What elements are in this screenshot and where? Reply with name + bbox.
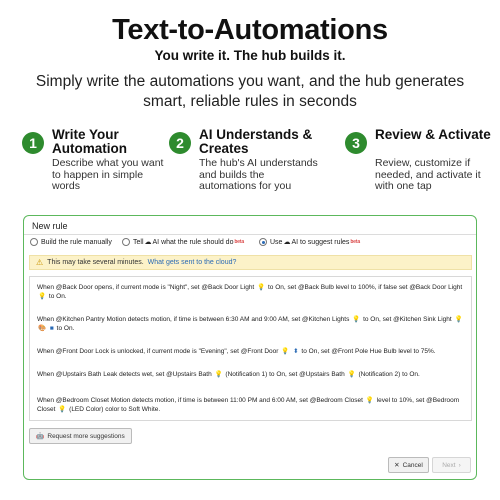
blue-square-icon: ■: [49, 325, 54, 332]
step-title: Write Your Automation: [52, 127, 127, 156]
bulb-icon: 💡: [352, 316, 361, 323]
beta-badge: beta: [350, 239, 361, 245]
chevron-right-icon: ›: [458, 461, 461, 469]
rule-text: (Notification 2) to On.: [358, 371, 420, 378]
rule-text: to On, set @Back Bulb level to 100%, if false set @Back Door Light: [267, 284, 463, 291]
list-item[interactable]: [37, 396, 467, 414]
option-label: Use: [270, 238, 283, 246]
rule-text: (Notification 1) to On, set @Upstairs Bath: [225, 371, 345, 378]
close-icon: ✕: [394, 462, 400, 469]
bulb-icon: 💡: [257, 284, 266, 291]
cancel-button[interactable]: [388, 457, 429, 473]
option-tell-ai[interactable]: [122, 238, 244, 246]
list-item[interactable]: [37, 283, 467, 301]
option-label: AI what the rule should do: [152, 238, 234, 246]
rule-text: When @Upstairs Bath Leak detects wet, set @Upstairs Bath: [37, 371, 212, 378]
rule-text: level to 10%, set @Bedroom Closet: [37, 397, 460, 413]
cloud-info-link[interactable]: What gets sent to the cloud?: [147, 259, 237, 266]
radio-button[interactable]: [122, 238, 130, 246]
bulb-icon: 💡: [347, 371, 356, 378]
step-description: The hub's AI understands and builds the automations for you: [199, 157, 318, 192]
cloud-icon: ☁: [283, 239, 291, 246]
radio-button-selected[interactable]: [259, 238, 267, 246]
robot-icon: 🤖: [36, 433, 45, 440]
dialog-divider: [24, 234, 476, 235]
radio-button[interactable]: [30, 238, 38, 246]
next-button[interactable]: [432, 457, 471, 473]
list-item[interactable]: [37, 370, 467, 379]
rule-text: to On, set @Front Pole Hue Bulb level to 75%.: [301, 348, 436, 355]
new-rule-dialog: [23, 215, 477, 480]
suggested-rules-list: [29, 276, 472, 421]
request-suggestions-button[interactable]: [29, 428, 132, 444]
rule-text: to On, set @Kitchen Sink Light: [363, 316, 452, 323]
step-number-badge: 1: [22, 132, 44, 154]
bulb-icon: 💡: [214, 371, 223, 378]
page-title: Text-to-Automations: [112, 14, 388, 46]
page-description: Simply write the automations you want, and the hub generates smart, reliable rules in seconds: [35, 73, 465, 110]
rule-text: When @Front Door Lock is unlocked, if current mode is "Evening", set @Front Door: [37, 348, 279, 355]
step-description: Review, customize if needed, and activate it with one tap: [375, 157, 481, 192]
button-label: Cancel: [402, 461, 423, 469]
list-item[interactable]: [37, 315, 467, 333]
bulb-icon: 💡: [365, 397, 374, 404]
step-title: AI Understands & Creates: [199, 127, 313, 156]
step-description: Describe what you want to happen in simple words: [52, 157, 164, 192]
rule-text: When @Back Door opens, if current mode is "Night", set @Back Door Light: [37, 284, 255, 291]
rule-text: (LED Color) color to Soft White.: [69, 406, 161, 413]
warning-text: This may take several minutes.: [47, 259, 144, 266]
bulb-icon: 💡: [454, 316, 463, 323]
rule-text: When @Bedroom Closet Motion detects motion, if time is between 11:00 PM and 6:00 AM, set @Bedroom Closet: [37, 397, 363, 404]
dialog-title: New rule: [32, 221, 68, 231]
step-title: Review & Activate: [375, 127, 491, 142]
step-number-badge: 3: [345, 132, 367, 154]
option-label: AI to suggest rules: [291, 238, 350, 246]
cloud-icon: ☁: [144, 239, 152, 246]
rule-text: to On.: [56, 325, 75, 332]
warning-banner: [29, 255, 472, 270]
button-label: Next: [442, 461, 456, 469]
color-bulb-icon: 🎨: [38, 325, 47, 332]
bulb-icon: 💡: [281, 348, 290, 355]
option-label: Tell: [133, 238, 144, 246]
bulb-icon: 💡: [58, 406, 67, 413]
option-build-manually[interactable]: [30, 238, 112, 246]
button-label: Request more suggestions: [47, 432, 125, 440]
bulb-icon: 💡: [38, 293, 47, 300]
switch-icon: ⬍: [293, 348, 299, 355]
warning-icon: ⚠: [36, 258, 44, 267]
list-item[interactable]: [37, 347, 467, 356]
step-number-badge: 2: [169, 132, 191, 154]
option-label: Build the rule manually: [41, 238, 112, 246]
rule-text: to On.: [48, 293, 67, 300]
rule-text: When @Kitchen Pantry Motion detects motion, if time is between 6:30 AM and 9:00 AM, set @Kitchen Lights: [37, 316, 350, 323]
steps-section: [22, 128, 492, 200]
beta-badge: beta: [234, 239, 245, 245]
option-use-ai[interactable]: [259, 238, 360, 246]
page-subtitle: You write it. The hub builds it.: [154, 48, 346, 63]
